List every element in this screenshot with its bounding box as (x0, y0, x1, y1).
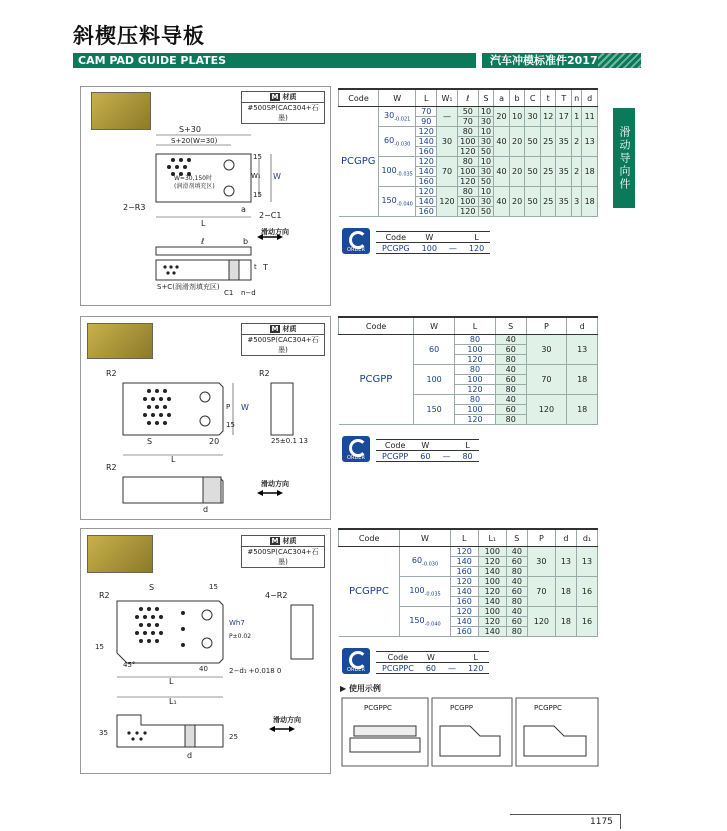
table-row: $150_{-0.040}$ 120 100 40 120 18 16 (339, 607, 598, 617)
dim-15b: 15 (95, 643, 104, 651)
dim-s: S (149, 583, 155, 592)
table-row: PCGPPC $60_{-0.030}$ 120 100 40 30 13 13 (339, 547, 598, 557)
table-row: PCGPP 60 80 40 30 13 (339, 335, 598, 345)
order-example-pcgpg: ORDER Code W L PCGPG 100 — 120 (342, 228, 512, 254)
table-row: 100 60 (339, 375, 598, 385)
table-row: 100 60 (339, 405, 598, 415)
drawing-panel-pcgpg (80, 86, 331, 306)
dim-w: W (273, 172, 281, 181)
dim-l: L (201, 219, 206, 228)
material-box: M 材质 #500SP(CAC304+石墨) (241, 323, 325, 356)
material-box: M 材质 #500SP(CAC304+石墨) (241, 91, 325, 124)
dim-l: L (169, 677, 174, 686)
table-row: 140 100 30 (339, 167, 598, 177)
dim-r2: R2 (99, 591, 110, 600)
table-row: 120 80 (339, 385, 598, 395)
table-row: 160 120 50 (339, 147, 598, 157)
table-row: 90 70 30 (339, 117, 598, 127)
dim-45: 45° (123, 661, 136, 669)
drawing-panel-pcgpp (80, 316, 331, 520)
dim-a: a (241, 205, 246, 214)
dim-w: W (241, 403, 249, 412)
dim-c1b: C1 (224, 289, 234, 297)
slide-direction-label: 滑动方向 (261, 480, 289, 488)
dim-s: S (147, 437, 153, 446)
usage-examples (340, 696, 600, 768)
page-number: 1175 (590, 817, 613, 827)
dim-sc: S+C(润滑剂填充区) (157, 283, 220, 291)
dim-l: L (171, 455, 176, 464)
dim-4r2: 4−R2 (265, 591, 288, 600)
table-row: 160 140 80 (339, 627, 598, 637)
table-row: 120 80 (339, 355, 598, 365)
dim-15a: 15 (253, 153, 262, 161)
dim-d: d (187, 751, 193, 760)
spec-table-pcgpp: Code W L S P d PCGPP 60 80 40 30 13 100 60 120 80 100 80 40 70 18 100 60 120 80 150 80 40 120 18 100 60 120 80 (338, 316, 598, 425)
dim-15a: 15 (209, 583, 218, 591)
table-row: 100 80 40 70 18 (339, 365, 598, 375)
table-row: 120 80 (339, 415, 598, 425)
page-title: 斜楔压料导板 (73, 24, 205, 48)
drawing-pcgppc (81, 529, 330, 773)
dim-r2a: R2 (106, 369, 117, 378)
dim-40: 40 (199, 665, 208, 673)
spec-table-pcgpg: Code W L W₁ ℓ S a b C t T n d PCGPG $30_{-0.021}$ 70 — 50 10 20 10 30 12 17 1 11 90 70 30 $60_{-0.030}$ 120 30 80 10 40 20 50 25 35 2 13 140 100 30 160 120 50 $100_{-0.035}$ 120 70 80 10 40 20 50 25 35 2 18 140 100 30 160 120 50 $150_{-0.040}$ 120 120 80 10 40 20 50 25 35 3 18 140 100 30 160 120 50 (338, 88, 598, 217)
dim-20: 20 (209, 437, 220, 446)
table-row: 140 120 60 (339, 557, 598, 567)
table-row: $100_{-0.035}$ 120 100 40 70 18 16 (339, 577, 598, 587)
dim-r2b: R2 (259, 369, 270, 378)
usage-label-3: PCGPPC (534, 704, 562, 712)
dim-25: 25±0.1 (271, 437, 297, 445)
order-icon: ORDER (342, 228, 370, 254)
dim-note: W=30,150时 (润滑剂填充区) (174, 175, 215, 190)
dim-t1: t (254, 263, 257, 271)
usage-label-1: PCGPPC (364, 704, 392, 712)
series-banner: 汽车冲模标准件2017 (482, 53, 641, 68)
dim-p: P (226, 403, 231, 411)
order-icon: ORDER (342, 436, 370, 462)
table-row: 160 120 50 (339, 207, 598, 217)
usage-title: ▶ 使用示例 (340, 684, 381, 693)
dim-r2c: R2 (106, 463, 117, 472)
table-row: PCGPG $30_{-0.021}$ 70 — 50 10 20 10 30 12 17 1 11 (339, 107, 598, 117)
order-example-pcgppc: ORDER Code W L PCGPPC 60 — 120 (342, 648, 512, 674)
dim-s30: S+30 (179, 125, 201, 134)
drawing-pcgpg (81, 87, 330, 305)
dim-t: T (263, 263, 268, 272)
dim-15: 15 (226, 421, 235, 429)
table-row: $60_{-0.030}$ 120 30 80 10 40 20 50 25 35 2 13 (339, 127, 598, 137)
dim-w1: W₁ (251, 172, 261, 180)
dim-l1: L₁ (169, 697, 177, 706)
dim-15b: 15 (253, 191, 262, 199)
slide-direction-label: 滑动方向 (261, 228, 289, 236)
order-example-pcgpp: ORDER Code W L PCGPP 60 — 80 (342, 436, 512, 462)
table-row: 140 100 30 (339, 197, 598, 207)
dim-c1: 2−C1 (259, 211, 282, 220)
banner-stripes (598, 53, 641, 68)
table-row: 160 140 80 (339, 597, 598, 607)
material-box: M 材质 #500SP(CAC304+石墨) (241, 535, 325, 568)
table-row: $100_{-0.035}$ 120 70 80 10 40 20 50 25 35 2 18 (339, 157, 598, 167)
dim-35: 35 (99, 729, 108, 737)
page-title-english: CAM PAD GUIDE PLATES (78, 54, 227, 67)
slide-direction-label: 滑动方向 (273, 716, 301, 724)
dim-nd: n−d (241, 289, 256, 297)
dim-25: 25 (229, 733, 238, 741)
dim-ptol: P±0.02 (229, 633, 252, 640)
usage-label-2: PCGPP (450, 704, 473, 712)
table-row: 160 120 50 (339, 177, 598, 187)
dim-l-small: ℓ (201, 237, 205, 246)
table-row: 150 80 40 120 18 (339, 395, 598, 405)
dim-wh7: Wh7 (229, 619, 245, 627)
table-row: 140 120 60 (339, 617, 598, 627)
table-row: 100 60 (339, 345, 598, 355)
dim-b: b (243, 237, 249, 246)
table-row: $150_{-0.040}$ 120 120 80 10 40 20 50 25 35 3 18 (339, 187, 598, 197)
spec-table-pcgppc: Code W L L₁ S P d d₁ PCGPPC $60_{-0.030}$ 120 100 40 30 13 13 140 120 60 160 140 80 $100_{-0.035}$ 120 100 40 70 18 16 140 120 60 160 140 80 $150_{-0.040}$ 120 100 40 120 18 16 140 120 60 160 140 80 (338, 528, 598, 637)
side-tab[interactable]: 滑动导向件 (613, 108, 635, 208)
order-icon: ORDER (342, 648, 370, 674)
drawing-pcgpp (81, 317, 330, 519)
dim-d: d (203, 505, 209, 514)
table-row: 140 100 30 (339, 137, 598, 147)
dim-r3: 2−R3 (123, 203, 146, 212)
table-row: 140 120 60 (339, 587, 598, 597)
drawing-panel-pcgppc (80, 528, 331, 774)
dim-13: 13 (299, 437, 308, 445)
dim-d1: 2−d₁ +0.018 0 (229, 667, 282, 675)
dim-s20: S+20(W=30) (171, 137, 218, 145)
table-row: 160 140 80 (339, 567, 598, 577)
